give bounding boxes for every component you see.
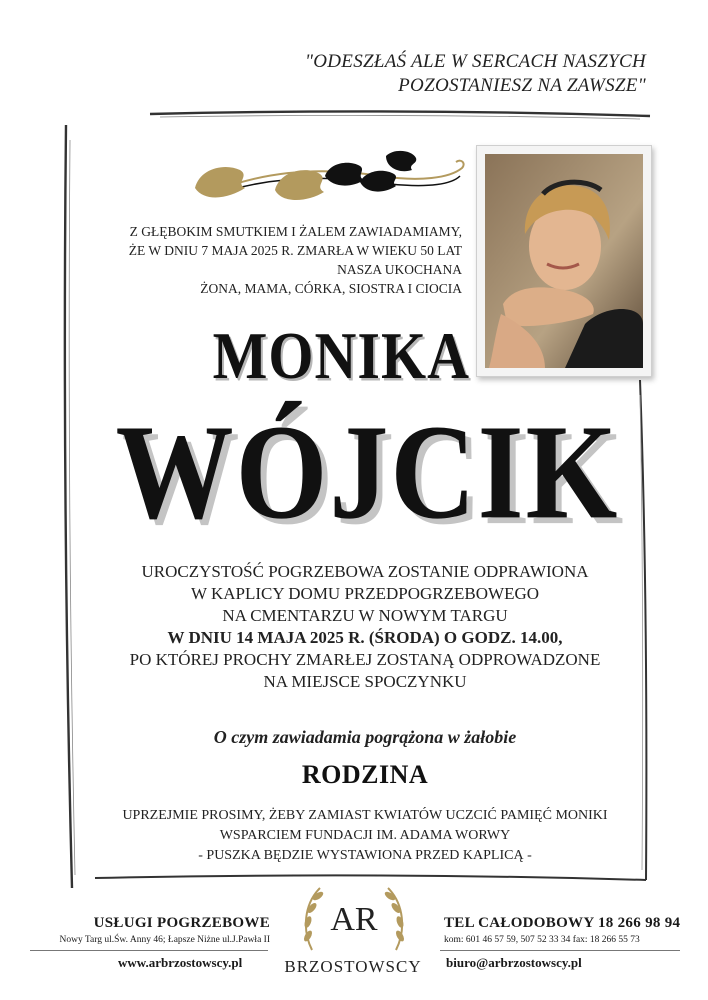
request-line-2: WSPARCIEM FUNDACJI IM. ADAMA WORWY bbox=[219, 828, 511, 843]
quote-line-2: POZOSTANIESZ NA ZAWSZE" bbox=[398, 75, 646, 96]
phone-24h[interactable]: TEL CAŁODOBOWY 18 266 98 94 bbox=[444, 915, 681, 931]
intro-announcement bbox=[100, 222, 462, 298]
deceased-last-name: WÓJCIK bbox=[115, 396, 620, 548]
quote-line-1: "ODESZŁAŚ ALE W SERCACH NASZYCH bbox=[304, 51, 646, 72]
request-line-1: UPRZEJMIE PROSIMY, ŻEBY ZAMIAST KWIATÓW UCZCIĆ PAMIĘĆ MONIKI bbox=[122, 808, 608, 823]
footer-divider-right bbox=[440, 950, 680, 951]
company-logo-icon bbox=[298, 880, 410, 958]
memorial-quote bbox=[226, 50, 646, 98]
ceremony-date-time: W DNIU 14 MAJA 2025 R. (ŚRODA) O GODZ. 14.00, bbox=[167, 628, 563, 647]
intro-line-3: NASZA UKOCHANA bbox=[337, 262, 462, 277]
ceremony-line-3: NA CMENTARZU W NOWYM TARGU bbox=[222, 606, 508, 625]
company-email-link[interactable]: biuro@arbrzostowscy.pl bbox=[446, 955, 582, 970]
request-line-3: - PUSZKA BĘDZIE WYSTAWIONA PRZED KAPLICĄ - bbox=[198, 848, 532, 863]
family-signature: RODZINA bbox=[301, 760, 429, 789]
footer-divider-left bbox=[30, 950, 268, 951]
intro-line-4: ŻONA, MAMA, CÓRKA, SIOSTRA I CIOCIA bbox=[200, 281, 462, 296]
donation-request bbox=[80, 806, 650, 866]
intro-line-2: ŻE W DNIU 7 MAJA 2025 R. ZMARŁA W WIEKU 50 LAT bbox=[128, 243, 462, 258]
company-website-link[interactable]: www.arbrzostowscy.pl bbox=[118, 955, 243, 970]
footer-contact-info bbox=[444, 915, 704, 945]
footer-company-info bbox=[20, 915, 270, 945]
mobile-fax-numbers: kom: 601 46 57 59, 507 52 33 34 fax: 18 266 55 73 bbox=[444, 935, 640, 945]
portrait-image bbox=[485, 154, 643, 368]
ceremony-line-5: PO KTÓREJ PROCHY ZMARŁEJ ZOSTANĄ ODPROWADZONE bbox=[129, 650, 601, 669]
company-brand-name: BRZOSTOWSCY bbox=[284, 957, 422, 976]
company-services-title: USŁUGI POGRZEBOWE bbox=[93, 915, 270, 931]
mourning-line: O czym zawiadamia pogrążona w żałobie bbox=[213, 727, 517, 747]
leaf-ornament-icon bbox=[190, 148, 470, 210]
deceased-first-name: MONIKA bbox=[212, 318, 470, 394]
intro-line-1: Z GŁĘBOKIM SMUTKIEM I ŻALEM ZAWIADAMIAMY, bbox=[129, 224, 462, 239]
funeral-details bbox=[80, 561, 650, 693]
ceremony-line-6: NA MIEJSCE SPOCZYNKU bbox=[263, 672, 467, 691]
ceremony-line-2: W KAPLICY DOMU PRZEDPOGRZEBOWEGO bbox=[190, 584, 540, 603]
ceremony-line-1: UROCZYSTOŚĆ POGRZEBOWA ZOSTANIE ODPRAWIONA bbox=[141, 562, 589, 581]
logo-letters: AR bbox=[330, 901, 378, 938]
portrait-photo bbox=[476, 145, 652, 377]
company-address: Nowy Targ ul.Św. Anny 46; Łapsze Niżne ul.J.Pawła II bbox=[59, 935, 270, 945]
